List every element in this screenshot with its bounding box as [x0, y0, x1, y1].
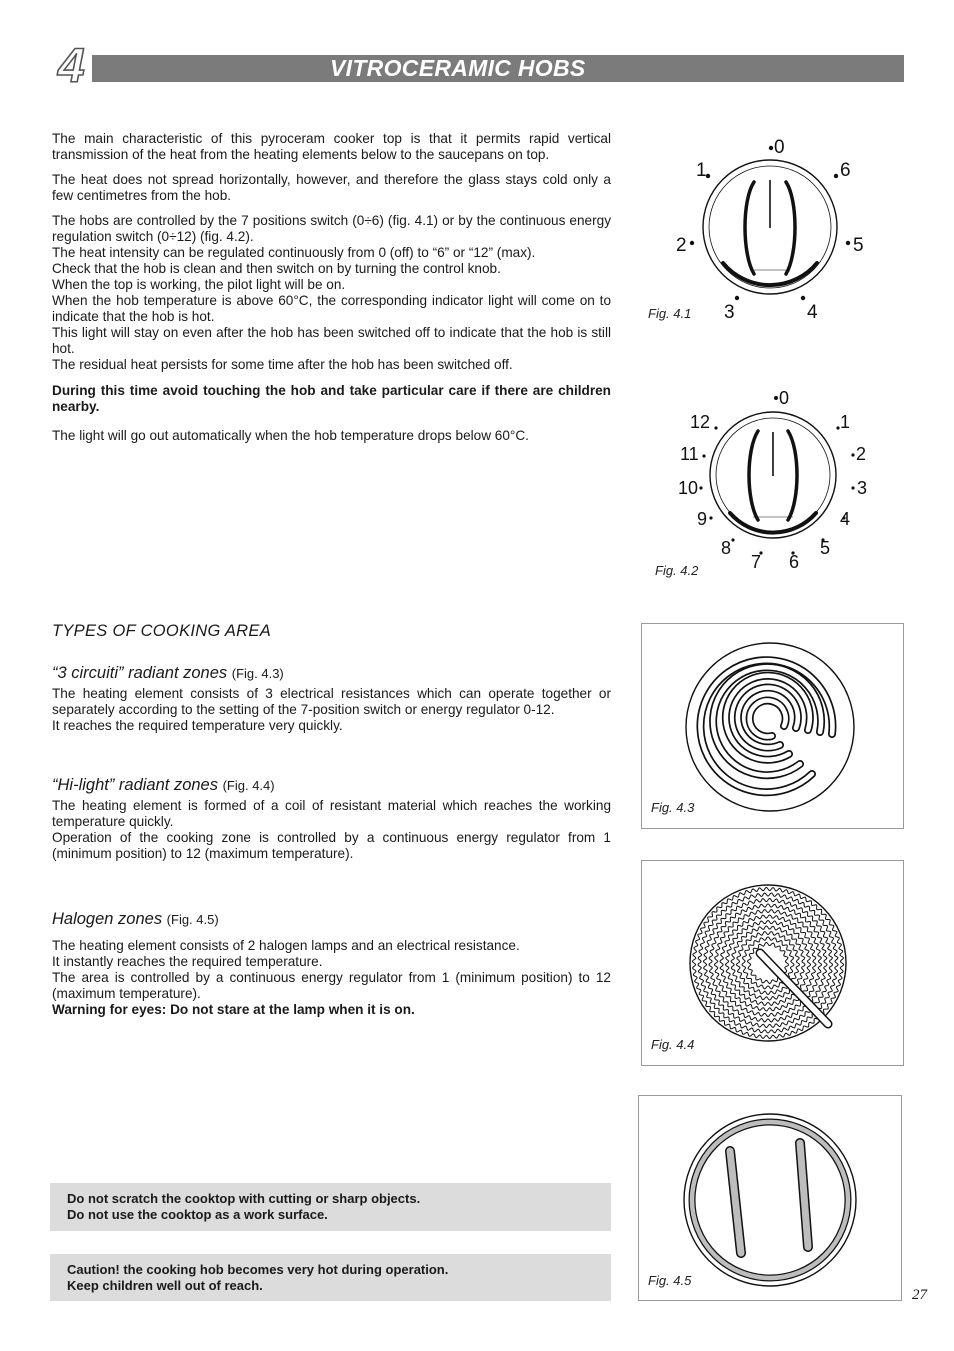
- page-number: 27: [912, 1287, 927, 1303]
- body-line: Operation of the cooking zone is controlled by a continuous energy regulator from 1 (minimum position) to 12 (maximum temperature).: [52, 830, 611, 861]
- hilight-section: [52, 775, 611, 862]
- intro-line: When the top is working, the pilot light will be on.: [52, 277, 346, 292]
- notice-line: Keep children well out of reach.: [67, 1278, 263, 1293]
- intro-line: The residual heat persists for some time after the hob has been switched off.: [52, 357, 513, 372]
- hilight-coil-illustration: [642, 861, 903, 1065]
- bold-warning: During this time avoid touching the hob and take particular care if there are children nearby.: [52, 383, 611, 414]
- intro-line: The heat intensity can be regulated continuously from 0 (off) to “6” or “12” (max).: [52, 245, 536, 260]
- chapter-number-text: 4: [58, 40, 85, 88]
- notice-box-hot: [50, 1254, 611, 1301]
- intro-paragraph-2: The heat does not spread horizontally, however, and therefore the glass stays cold only a few centimetres from the hob.: [52, 172, 611, 203]
- knob-12-positions-diagram: [640, 380, 880, 580]
- knob-label: 8: [721, 538, 732, 558]
- body-line: It instantly reaches the required temperature.: [52, 954, 323, 969]
- figure-caption: Fig. 4.1: [648, 306, 692, 321]
- knob-label: 0: [779, 388, 790, 408]
- halogen-element-illustration: [639, 1096, 901, 1300]
- notice-line: Do not scratch the cooktop with cutting or sharp objects.: [67, 1191, 421, 1206]
- figure-caption: Fig. 4.4: [651, 1037, 695, 1052]
- knob-label: 2: [676, 235, 687, 256]
- page-title: VITROCERAMIC HOBS: [330, 55, 586, 81]
- subsection-title: [52, 663, 611, 684]
- figure-reference: (Fig. 4.5): [166, 912, 219, 927]
- knob-label: 4: [840, 509, 851, 529]
- knob-label: 2: [856, 444, 867, 464]
- circuiti-section: [52, 663, 611, 734]
- knob-label: 4: [807, 302, 818, 323]
- intro-line: This light will stay on even after the hob has been switched off to indicate that the hob is still hot.: [52, 325, 611, 356]
- three-circuit-element-illustration: [642, 624, 903, 828]
- intro-line: Check that the hob is clean and then switch on by turning the control knob.: [52, 261, 501, 276]
- knob-label: 1: [696, 160, 707, 181]
- figure-caption: Fig. 4.3: [651, 800, 695, 815]
- figure-caption: Fig. 4.2: [655, 563, 699, 578]
- subsection-title: [52, 909, 611, 930]
- intro-line: The hobs are controlled by the 7 positions switch (0÷6) (fig. 4.1) or by the continuous energy regulation switch (0÷12) (fig. 4.2).: [52, 213, 611, 244]
- figure-3-circuit-zone: [641, 623, 904, 829]
- subsection-title-text: “3 circuiti” radiant zones: [52, 664, 228, 682]
- knob-label: 3: [857, 478, 868, 498]
- body-line: The heating element consists of 2 halogen lamps and an electrical resistance.: [52, 938, 520, 953]
- body-line: The heating element is formed of a coil of resistant material which reaches the working temperature quickly.: [52, 798, 611, 829]
- notice-line: Caution! the cooking hob becomes very hot during operation.: [67, 1262, 449, 1277]
- subsection-title-text: Halogen zones: [52, 910, 163, 928]
- figure-caption: Fig. 4.5: [648, 1273, 692, 1288]
- body-line: The area is controlled by a continuous energy regulator from 1 (minimum position) to 12 (maximum temperature).: [52, 970, 611, 1001]
- intro-paragraph-3: [52, 213, 611, 373]
- knob-label: 12: [690, 412, 711, 432]
- figure-halogen-zone: [638, 1095, 902, 1301]
- knob-label: 6: [789, 552, 800, 572]
- body-line: It reaches the required temperature very quickly.: [52, 718, 343, 733]
- knob-label: 9: [697, 509, 708, 529]
- notice-box-scratch: [50, 1183, 611, 1231]
- knob-label: 10: [678, 478, 699, 498]
- knob-label: 5: [820, 538, 831, 558]
- subsection-title: [52, 775, 611, 796]
- notice-line: Do not use the cooktop as a work surface.: [67, 1207, 328, 1222]
- knob-label: 7: [751, 552, 762, 572]
- section-heading: TYPES OF COOKING AREA: [52, 622, 272, 640]
- eye-warning: Warning for eyes: Do not stare at the lamp when it is on.: [52, 1002, 415, 1017]
- knob-label: 0: [774, 137, 785, 158]
- halogen-section: [52, 909, 611, 1018]
- knob-label: 6: [840, 160, 851, 181]
- knob-label: 3: [724, 302, 735, 323]
- knob-label: 5: [853, 235, 864, 256]
- subsection-title-text: “Hi-light” radiant zones: [52, 776, 218, 794]
- figure-reference: (Fig. 4.3): [231, 666, 284, 681]
- intro-line: When the hob temperature is above 60°C, the corresponding indicator light will come on to indicate that the hob is hot.: [52, 293, 611, 324]
- intro-paragraph-4: The light will go out automatically when the hob temperature drops below 60°C.: [52, 428, 529, 443]
- figure-reference: (Fig. 4.4): [222, 778, 275, 793]
- intro-paragraph-1: The main characteristic of this pyroceram cooker top is that it permits rapid vertical transmission of the heat from the heating elements below to the saucepans on top.: [52, 131, 611, 162]
- intro-section: [52, 131, 611, 444]
- knob-7-positions-diagram: [640, 130, 880, 330]
- knob-label: 11: [680, 444, 699, 464]
- knob-label: 1: [840, 412, 851, 432]
- figure-hilight-zone: [641, 860, 904, 1066]
- body-line: The heating element consists of 3 electrical resistances which can operate together or separately according to the setting of the 7-position switch or energy regulator 0-12.: [52, 686, 611, 717]
